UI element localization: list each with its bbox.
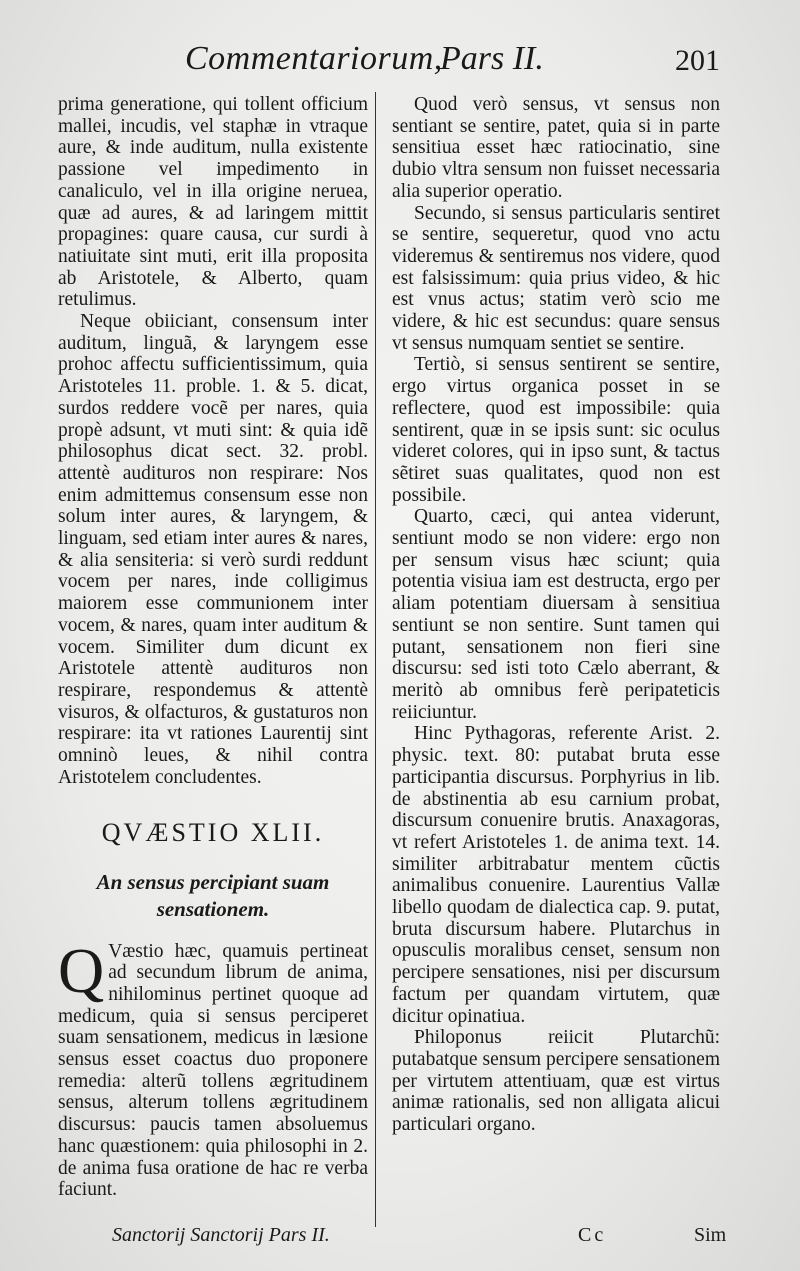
left-paragraph-3-text: Væstio hæc, quamuis pertineat ad secundum librum de anima, nihilominus pertinet quoque ad medicum, quia si sensus perciperet suam sensationem, medicus in læsione sensus esset coactus duo proponere remedia: alterũ tollens ægritudinem sensus, alterum tollens ægritudinem discursus: paucis tamen absoluemus hanc quæstionem: quia philosophi in 2. de anima fusa oratione de hac re verba faciunt. — [58, 940, 368, 1201]
left-paragraph-2: Neque obiiciant, consensum inter auditum, linguã, & laryngem esse prohoc affectu sufficientissimum, quia Aristoteles 11. proble. 1. & 5. dicat, surdos reddere vocẽ per nares, quia propè adsunt, vt muti sint: & quia idẽ philosophus dicat sect. 32. probl. attentè audituros non respirare: Nos enim admittemus consensum esse non solum inter aures, & laryngem, & linguam, sed etiam inter aures & nares, & alia sensiteria: si verò surdi reddunt vocem per nares, inde colligimus maiorem esse communionem inter vocem, & nares, quam inter auditum & vocem. Similiter dum dicunt ex Aristotele attentè audituros non respirare, respondemus & attentè visuros, & olfacturos, & gustaturos non respirare: ita vt rationes Laurentij sint omninò leues, & nihil contra Aristotelem concludentes. — [58, 311, 368, 788]
left-column — [58, 94, 368, 1201]
left-paragraph-1: prima generatione, qui tollent officium mallei, incudis, vel staphæ in vtraque aure, & inde auditum, nulla existente passione vel impedimento in canaliculo, vel in illa origine neruea, quæ ad aures, & ad laringem mittit propagines: quare causa, cur surdi à natiuitate sint muti, erit illa proposita ab Aristotele, & Alberto, quam retulimus. — [58, 94, 368, 311]
right-paragraph-5: Hinc Pythagoras, referente Arist. 2. physic. text. 80: putabat bruta esse participantia discursus. Porphyrius in lib. de abstinentia ab esu carnium probat, discursum conuenire brutis. Anaxagoras, vt refert Aristoteles 1. de anima text. 14. similiter arbitrabatur mentem cũctis animalibus conuenire. Laurentius Vallæ libello quodam de dialectica cap. 9. putat, bruta discursum habere. Plutarchus in opusculis moralibus censet, sensum non percipere sensationes, nisi per discursum factum per quandam virtutem, quæ dicitur opinatiua. — [392, 723, 720, 1027]
column-rule — [375, 92, 376, 1227]
page-footer — [0, 1224, 800, 1254]
running-head — [0, 40, 800, 86]
right-paragraph-2: Secundo, si sensus particularis sentiret se sentire, sequeretur, quod vno actu videremus & sentiremus nos videre, quod est falsissimum: quia prius video, & hic est vnus actus; statim verò scio me videre, & hic est secundus: quare sensus vt sensus numquam sentiet se sentire. — [392, 202, 720, 354]
footer-signature: Sanctorij Sanctorij Pars II. — [112, 1224, 330, 1246]
question-subtitle: An sensus percipiant suam sensationem. — [96, 869, 330, 921]
right-paragraph-4: Quarto, cæci, qui antea viderunt, sentiunt modo se non videre: ergo non per sensum visus hæc sciunt; quia potentia visiua iam est destructa, ergo per aliam potentiam diuersam à sensitiua sentiunt se non sentire. Sunt tamen qui putant, sensationem non fieri sine discursu: sed isti toto Cælo aberrant, & meritò ab omnibus ferè peripateticis reiiciuntur. — [392, 506, 720, 723]
left-paragraph-3 — [58, 934, 368, 1201]
running-head-part: Pars II. — [440, 40, 544, 77]
catchword: Sim — [694, 1224, 727, 1246]
right-paragraph-1: Quod verò sensus, vt sensus non sentiant se sentire, patet, quia si in parte sensitiua esset hæc ratiocinatio, sine dubio vltra sensum non fuisset necessaria alia superior operatio. — [392, 94, 720, 202]
question-heading: QVÆSTIO XLII. — [101, 817, 325, 847]
drop-cap: Q — [58, 934, 105, 1006]
signature-mark: Cc — [578, 1224, 607, 1246]
right-paragraph-6: Philoponus reiicit Plutarchũ: putabatque sensum percipere sensationem per virtutem attentiuam, quæ est virtus animæ rationalis, sed non alligata alicui particulari organo. — [392, 1027, 720, 1136]
running-head-title: Commentariorum, — [185, 40, 443, 77]
right-paragraph-3: Tertiò, si sensus sentirent se sentire, ergo virtus organica posset in se reflectere, quod est impossibile: quia sentirent, quæ in se ipsis sunt: sic oculus videret colores, qui in ipso sunt, & tactus sẽtiret suas qualitates, quod non est possibile. — [392, 354, 720, 506]
page-number: 201 — [675, 44, 720, 77]
right-column — [392, 94, 720, 1136]
